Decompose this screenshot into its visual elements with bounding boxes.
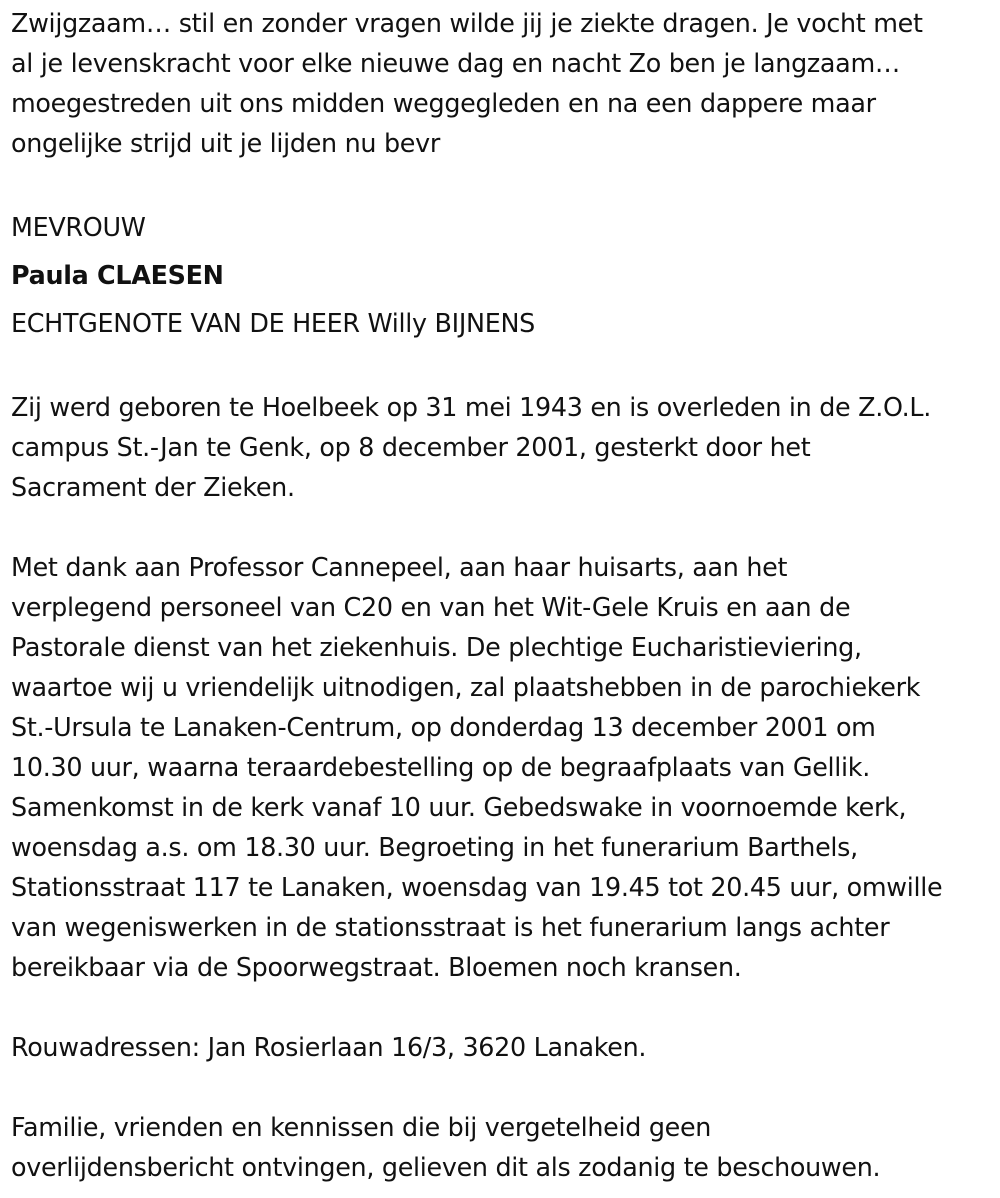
deceased-name: Paula CLAESEN bbox=[11, 260, 224, 290]
spouse-line: ECHTGENOTE VAN DE HEER Willy BIJNENS bbox=[11, 308, 535, 338]
deceased-title: MEVROUW bbox=[11, 212, 146, 242]
mourning-address: Rouwadressen: Jan Rosierlaan 16/3, 3620 Lanaken. bbox=[11, 1032, 647, 1062]
birth-death-paragraph: Zij werd geboren te Hoelbeek op 31 mei 1943 en is overleden in de Z.O.L. campus St.-Jan te Genk, op 8 december 2001, gesterkt door het Sacrament der Zieken. bbox=[11, 392, 932, 502]
spacer bbox=[11, 507, 996, 547]
spacer bbox=[11, 1067, 996, 1107]
spacer bbox=[11, 987, 996, 1027]
closing-paragraph: Familie, vrienden en kennissen die bij vergetelheid geen overlijdensbericht ontvingen, gelieven dit als zodanig te beschouwen. bbox=[11, 1112, 881, 1182]
intro-paragraph: Zwijgzaam… stil en zonder vragen wilde jij je ziekte dragen. Je vocht met al je levenskracht voor elke nieuwe dag en nacht Zo ben je langzaam… moegestreden uit ons midden weggegleden en na een dappere maar ongelijke strijd uit je lijden nu bevr bbox=[11, 8, 923, 158]
spacer bbox=[11, 347, 996, 387]
thanks-service-paragraph: Met dank aan Professor Cannepeel, aan haar huisarts, aan het verplegend personeel van C20 en van het Wit-Gele Kruis en aan de Pastorale dienst van het ziekenhuis. De plechtige Eucharistieviering, waartoe wij u vriendelijk uitnodigen, zal plaatshebben in de parochiekerk St.-Ursula te Lanaken-Centrum, op donderdag 13 december 2001 om 10.30 uur, waarna teraardebestelling op de begraafplaats van Gellik. Samenkomst in de kerk vanaf 10 uur. Gebedswake in voornoemde kerk, woensdag a.s. om 18.30 uur. Begroeting in het funerarium Barthels, Stationsstraat 117 te Lanaken, woensdag van 19.45 tot 20.45 uur, omwille van wegeniswerken in de stationsstraat is het funerarium langs achter bereikbaar via de Spoorwegstraat. Bloemen noch kransen. bbox=[11, 552, 943, 982]
spacer bbox=[11, 163, 996, 203]
obituary-document bbox=[11, 3, 996, 1187]
